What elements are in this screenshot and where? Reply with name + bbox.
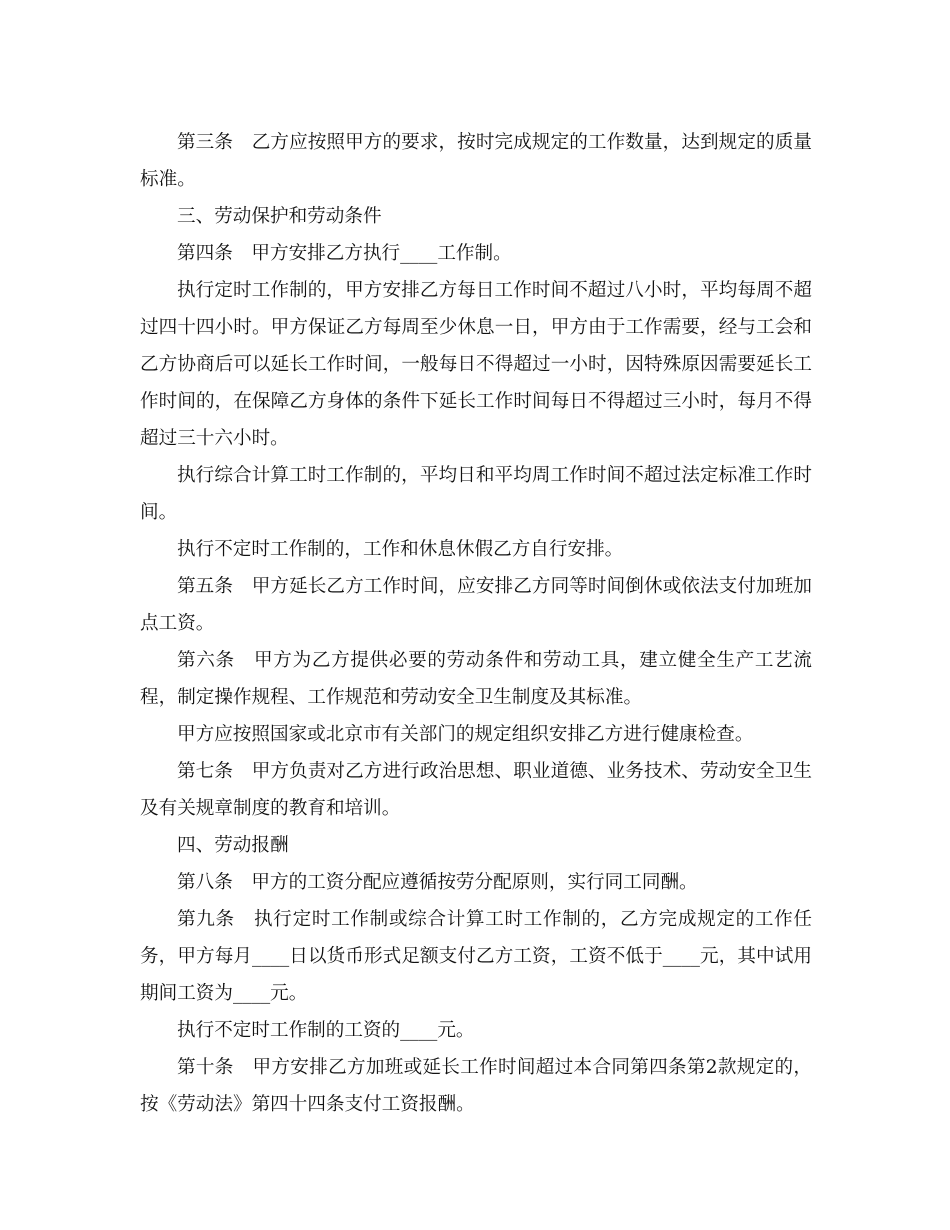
section-4-heading: 四、劳动报酬 [177, 835, 289, 856]
article-6-paragraph: 第六条 甲方为乙方提供必要的劳动条件和劳动工具，建立健全生产工艺流程，制定操作规程、工作规范和劳动安全卫生制度及其标准。 [140, 650, 812, 708]
comprehensive-hours-paragraph: 执行综合计算工时工作制的，平均日和平均周工作时间不超过法定标准工作时间。 [140, 465, 812, 523]
article-4-paragraph: 第四条 甲方安排乙方执行____工作制。 [177, 243, 512, 264]
section-3-heading: 三、劳动保护和劳动条件 [177, 206, 382, 227]
article-8-paragraph: 第八条 甲方的工资分配应遵循按劳分配原则，实行同工同酬。 [177, 872, 698, 893]
article-5-paragraph: 第五条 甲方延长乙方工作时间，应安排乙方同等时间倒休或依法支付加班加点工资。 [140, 576, 812, 634]
article-10-paragraph: 第十条 甲方安排乙方加班或延长工作时间超过本合同第四条第2款规定的，按《劳动法》第四十四条支付工资报酬。 [140, 1057, 812, 1115]
flexible-wage-paragraph: 执行不定时工作制的工资的____元。 [177, 1020, 475, 1041]
article-9-paragraph: 第九条 执行定时工作制或综合计算工时工作制的，乙方完成规定的工作任务，甲方每月____日以货币形式足额支付乙方工资，工资不低于____元，其中试用期间工资为____元。 [140, 909, 812, 1004]
flexible-hours-paragraph: 执行不定时工作制的，工作和休息休假乙方自行安排。 [177, 539, 624, 560]
article-7-paragraph: 第七条 甲方负责对乙方进行政治思想、职业道德、业务技术、劳动安全卫生及有关规章制度的教育和培训。 [140, 761, 812, 819]
health-check-paragraph: 甲方应按照国家或北京市有关部门的规定组织安排乙方进行健康检查。 [177, 724, 754, 745]
fixed-hours-paragraph: 执行定时工作制的，甲方安排乙方每日工作时间不超过八小时，平均每周不超过四十四小时。甲方保证乙方每周至少休息一日，甲方由于工作需要，经与工会和乙方协商后可以延长工作时间，一般每日不得超过一小时，因特殊原因需要延长工作时间的，在保障乙方身体的条件下延长工作时间每日不得超过三小时，每月不得超过三十六小时。 [140, 280, 812, 449]
contract-page [140, 124, 812, 1123]
article-3-paragraph: 第三条 乙方应按照甲方的要求，按时完成规定的工作数量，达到规定的质量标准。 [140, 132, 812, 190]
